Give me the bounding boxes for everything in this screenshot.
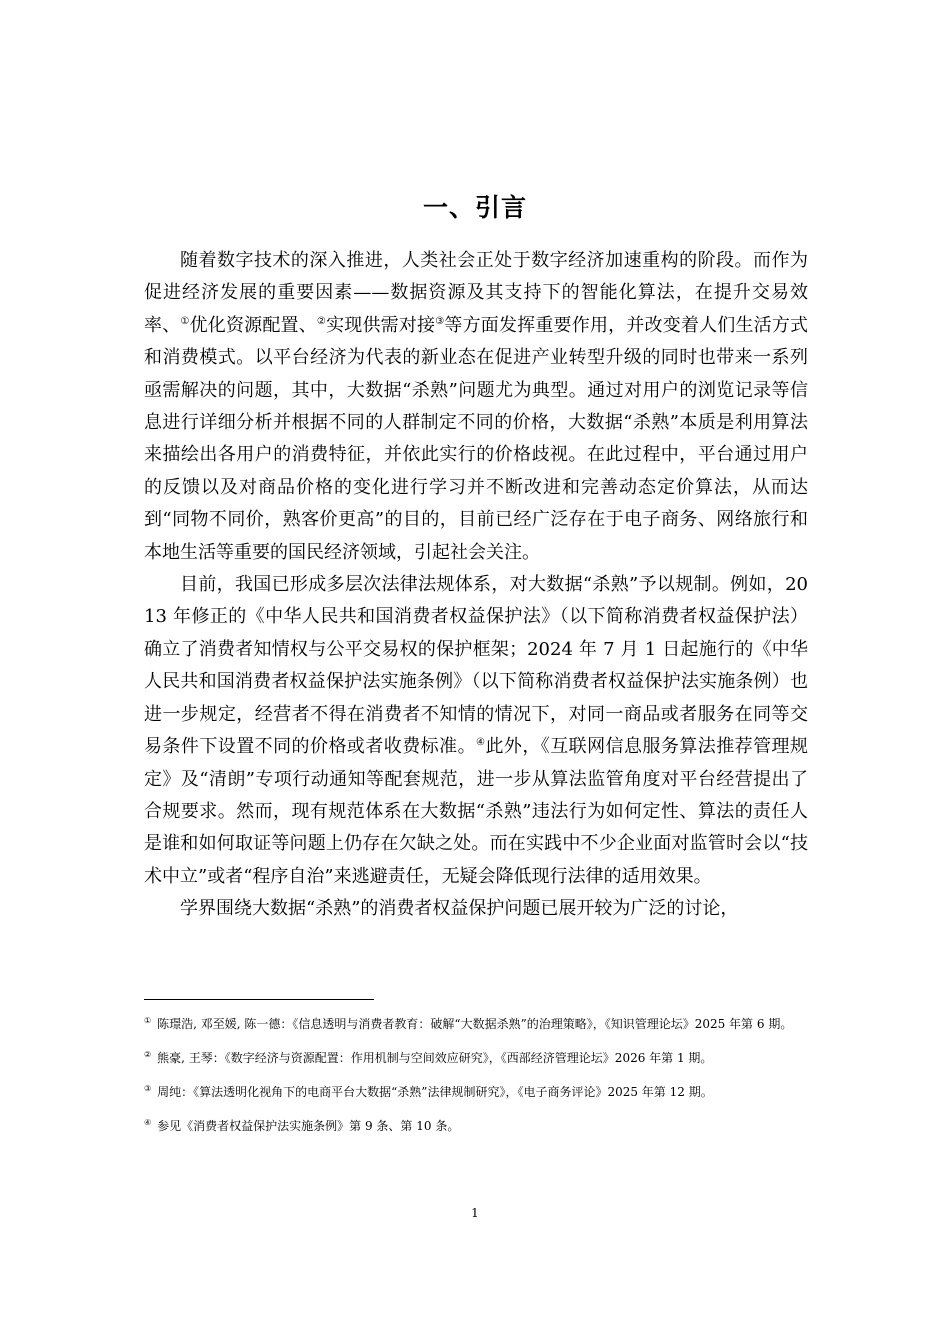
footnote-ref: ① [180, 315, 190, 327]
paragraph [144, 569, 808, 893]
paragraph-text: 等方面发挥重要作用，并改变着人们生活方式和消费模式。以平台经济为代表的新业态在促进产业转型升级的同时也带来一系列亟需解决的问题，其中，大数据“杀熟”问题尤为典型。通过对用户的浏览记录等信息进行详细分析并根据不同的人群制定不同的价格，大数据“杀熟”本质是利用算法来描绘出各用户的消费特征，并依此实行的价格歧视。在此过程中，平台通过用户的反馈以及对商品价格的变化进行学习并不断改进和完善动态定价算法，从而达到“同物不同价，熟客价更高”的目的，目前已经广泛存在于电子商务、网络旅行和本地生活等重要的国民经济领域，引起社会关注。 [144, 314, 809, 563]
footnote-mark: ② [144, 1050, 152, 1059]
paragraph [144, 893, 808, 925]
body-text [144, 245, 808, 926]
footnote-mark: ③ [144, 1084, 152, 1093]
footnote-separator [144, 999, 374, 1000]
footnote-ref: ④ [476, 737, 486, 749]
footnote [144, 1012, 808, 1036]
footnote-mark: ④ [144, 1118, 152, 1127]
footnote [144, 1080, 808, 1104]
paragraph [144, 245, 808, 569]
section-title: 一、引言 [422, 193, 527, 222]
page-number: 1 [471, 1206, 479, 1220]
footnote-mark: ① [144, 1016, 152, 1025]
footnote-text: 参见《消费者权益保护法实施条例》第 9 条、第 10 条。 [157, 1119, 460, 1133]
footnotes [144, 1012, 808, 1148]
footnote-ref: ② [316, 315, 327, 327]
paragraph-text: 学界围绕大数据“杀熟”的消费者权益保护问题已展开较为广泛的讨论， [180, 898, 739, 920]
footnote-ref: ③ [435, 315, 445, 327]
footnote-text: 陈璟浩, 邓至媛, 陈一德：《信息透明与消费者教育：破解“大数据杀熟”的治理策略》，《知识管理论坛》2025 年第 6 期。 [157, 1017, 793, 1031]
paragraph-text: 随着数字技术的深入推进，人类社会正处于数字经济加速重构的阶段。而作为促进经济发展的重要因素——数据资源及其支持下的智能化算法，在提升交易效率、 [144, 250, 808, 336]
paragraph-text: 此外，《互联网信息服务算法推荐管理规定》及“清朗”专项行动通知等配套规范，进一步从算法监管角度对平台经营提出了合规要求。然而，现有规范体系在大数据“杀熟”违法行为如何定性、算法的责任人是谁和如何取证等问题上仍存在欠缺之处。而在实践中不少企业面对监管时会以“技术中立”或者“程序自治”来逃避责任，无疑会降低现行法律的适用效果。 [144, 736, 809, 887]
paragraph-text: 目前，我国已形成多层次法律法规体系，对大数据“杀熟”予以规制。例如，2013 年修正的《中华人民共和国消费者权益保护法》（以下简称消费者权益保护法）确立了消费者知情权与公平交易权的保护框架；2024 年 7 月 1 日起施行的《中华人民共和国消费者权益保护法实施条例》（以下简称消费者权益保护法实施条例）也进一步规定，经营者不得在消费者不知情的情况下，对同一商品或者服务在同等交易条件下设置不同的价格或者收费标准。 [144, 574, 808, 758]
footnote [144, 1114, 808, 1138]
paragraph-text: 优化资源配置、 [189, 314, 317, 336]
footnote-text: 周纯：《算法透明化视角下的电商平台大数据“杀熟”法律规制研究》，《电子商务评论》2025 年第 12 期。 [157, 1085, 713, 1099]
paragraph-text: 实现供需对接 [326, 314, 436, 336]
footnote [144, 1046, 808, 1070]
footnote-text: 熊豪, 王琴：《数字经济与资源配置：作用机制与空间效应研究》，《西部经济管理论坛》2026 年第 1 期。 [157, 1051, 713, 1065]
